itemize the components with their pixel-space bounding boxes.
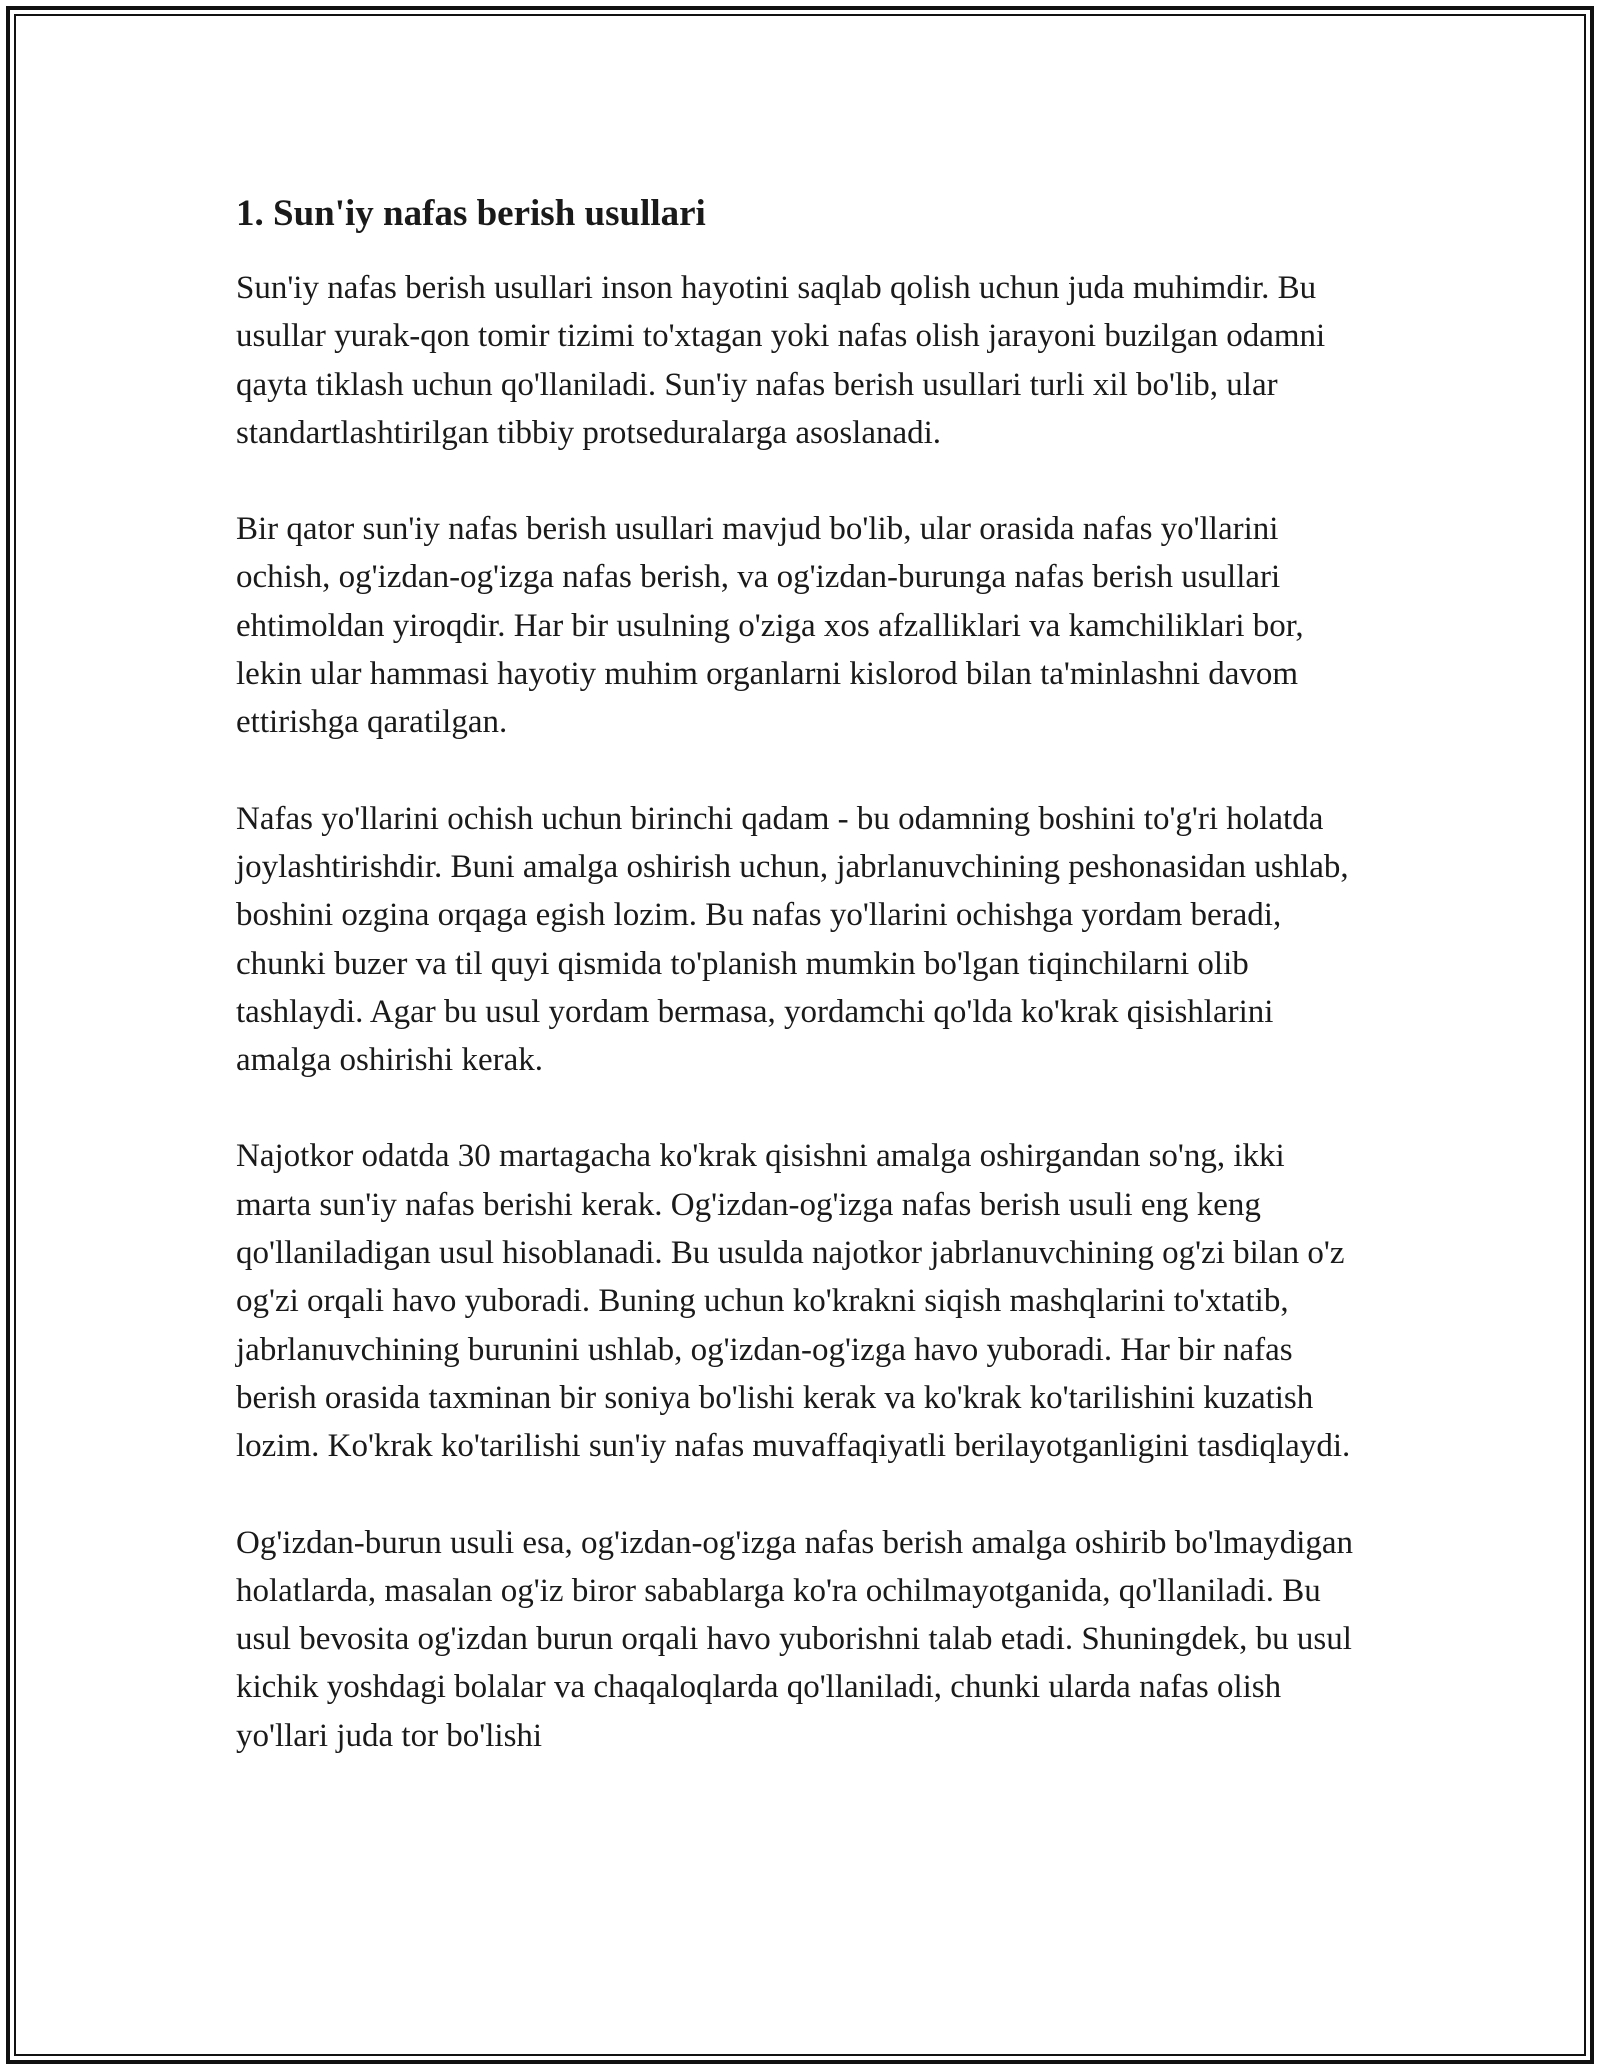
paragraph-4: Najotkor odatda 30 martagacha ko'krak qisishni amalga oshirgandan so'ng, ikki marta sun'iy nafas berishi kerak. Og'izdan-og'izga nafas berish usuli eng keng qo'llaniladigan usul hisoblanadi. Bu usulda najotkor jabrlanuvchining og'zi bilan o'z og'zi orqali havo yuboradi. Buning uchun ko'krakni siqish mashqlarini to'xtatib, jabrlanuvchining burunini ushlab, og'izdan-og'izga havo yuboradi. Har bir nafas berish orasida taxminan bir soniya bo'lishi kerak va ko'krak ko'tarilishini kuzatish lozim. Ko'krak ko'tarilishi sun'iy nafas muvaffaqiyatli berilayotganligini tasdiqlaydi.	[236, 1138, 1351, 1465]
paragraph-1: Sun'iy nafas berish usullari inson hayotini saqlab qolish uchun juda muhimdir. Bu usullar yurak-qon tomir tizimi to'xtagan yoki nafas olish jarayoni buzilgan odamni qayta tiklash uchun qo'llaniladi. Sun'iy nafas berish usullari turli xil bo'lib, ular standartlashtirilgan tibbiy protseduralarga asoslanadi.	[236, 270, 1326, 451]
paragraph-5: Og'izdan-burun usuli esa, og'izdan-og'izga nafas berish amalga oshirib bo'lmaydigan holatlarda, masalan og'iz biror sabablarga ko'ra ochilmayotganida, qo'llaniladi. Bu usul bevosita og'izdan burun orqali havo yuborishni talab etadi. Shuningdek, bu usul kichik yoshdagi bolalar va chaqaloqlarda qo'llaniladi, chunki ularda nafas olish yo'llari juda tor bo'lishi	[236, 1524, 1354, 1754]
paragraph-2: Bir qator sun'iy nafas berish usullari mavjud bo'lib, ular orasida nafas yo'llarini ochish, og'izdan-og'izga nafas berish, va og'izdan-burunga nafas berish usullari ehtimoldan yiroqdir. Har bir usulning o'ziga xos afzalliklari va kamchiliklari bor, lekin ular hammasi hayotiy muhim organlarni kislorod bilan ta'minlashni davom ettirishga qaratilgan.	[236, 511, 1304, 741]
document-page	[236, 186, 1366, 1808]
section-heading: 1. Sun'iy nafas berish usullari	[236, 193, 706, 234]
paragraph-3: Nafas yo'llarini ochish uchun birinchi qadam - bu odamning boshini to'g'ri holatda joylashtirishdir. Buni amalga oshirish uchun, jabrlanuvchining peshonasidan ushlab, boshini ozgina orqaga egish lozim. Bu nafas yo'llarini ochishga yordam beradi, chunki buzer va til quyi qismida to'planish mumkin bo'lgan tiqinchilarni olib tashlaydi. Agar bu usul yordam bermasa, yordamchi qo'lda ko'krak qisishlarini amalga oshirishi kerak.	[236, 800, 1349, 1079]
